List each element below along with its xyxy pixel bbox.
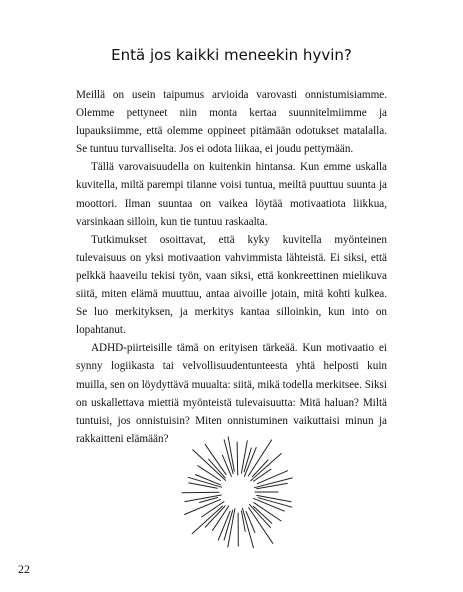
paragraph-1: Meillä on usein taipumus arvioida varovasti onnistumisiamme. Olemme pettyneet niin monta kertaa suunnitelmiimme ja lupauksiimme, että olemme oppineet pitämään odotukset matalalla. Se tuntuu turvalliselta. Jos ei odota liikaa, ei joudu pettymään. [76,89,387,156]
sun-ray [254,503,281,521]
sun-ray [251,454,282,481]
paragraph-3: Tutkimukset osoittavat, että kyky kuvitella myönteinen tulevaisuus on yksi motivaation vahvimmista lähteistä. Ei siksi, että pelkkä haaveilu tekisi työn, vaan siksi, että konkreettinen mielikuva siitä, miten elämä muuttuu, antaa aivoille jotain, mitä kohti kulkea. Se luo merkityksen, ja merkitys kantaa silloinkin, kun into on lopahtanut. [76,233,387,337]
sun-icon [175,428,301,554]
page-title: Entä jos kaikki meneekin hyvin? [111,46,352,64]
paragraph-4: ADHD-piirteisille tämä on erityisen tärkeää. Kun motivaatio ei synny logiikasta tai velvollisuudentunteesta yhtä helposti kuin muilla, sen on löydyttävä muualta: siitä, mikä todella merkitsee. Siksi on uskallettava miettiä myönteistä tulevaisuutta: Mitä haluan? Miltä tuntuisi, jos onnistuisin? Miten onnistuminen vaikuttaisi minun ja rakkaitteni elämään? [76,342,387,445]
sun-ray [213,506,229,530]
body-text [76,86,387,448]
page-number: 22 [18,562,30,576]
sun-ray [257,471,287,484]
sun-ray [241,511,245,532]
sun-ray [182,492,219,493]
sun-ray [237,442,238,475]
sun-rays [182,437,292,548]
sun-ray [252,460,268,477]
sun-ray [222,455,231,476]
sun-ray [189,483,218,488]
sun-ray [192,506,222,534]
paragraph-2: Tällä varovaisuudella on kuitenkin hintansa. Kun emme uskalla kuvitella, miltä parempi tilanne voisi tuntua, meiltä puuttuu suunta ja moottori. Ilman suuntaa on vaikea löytää motivaatiota liikkua, varsinkaan silloin, kun tie tuntuu raskaalta. [76,161,387,228]
sun-ray [241,441,247,474]
